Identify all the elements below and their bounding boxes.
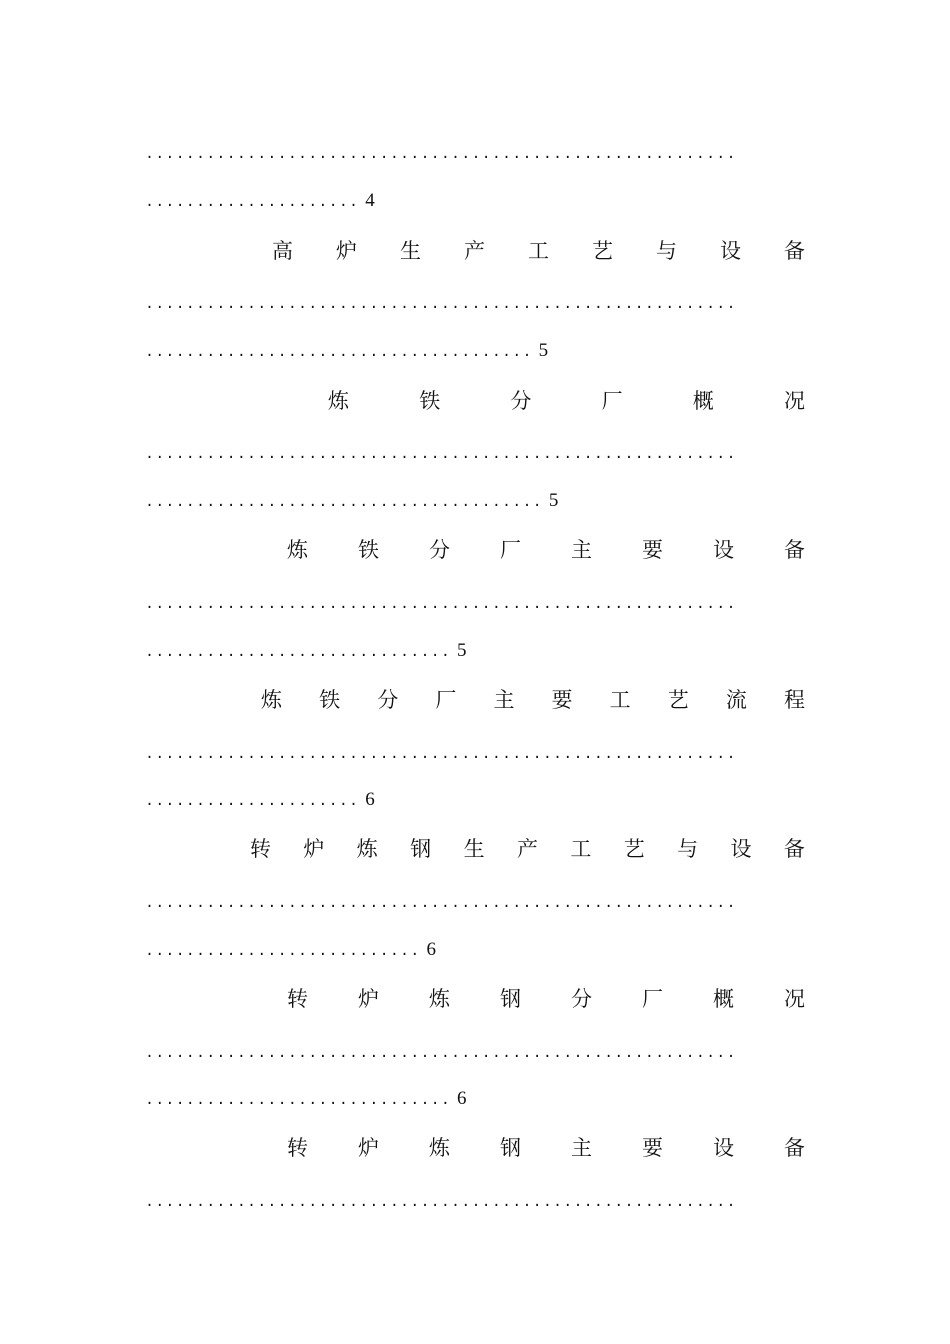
toc-title-char: 备 xyxy=(784,239,805,263)
toc-title-char: 与 xyxy=(677,837,699,861)
toc-title-char: 艺 xyxy=(592,239,613,263)
toc-dot-leader-end: ...................................... 5 xyxy=(145,340,549,361)
toc-page-number: 6 xyxy=(365,789,375,810)
toc-title-char: 炼 xyxy=(261,688,282,712)
toc-title-char: 转 xyxy=(287,987,308,1011)
toc-title-char: 产 xyxy=(464,239,485,263)
toc-entry-title[interactable] xyxy=(287,984,805,1014)
toc-page-number: 5 xyxy=(538,340,549,361)
toc-dot-leader-end: ....................................... 5 xyxy=(145,490,559,511)
toc-entry-title[interactable] xyxy=(261,685,805,715)
toc-dot-leader: .......................................................... xyxy=(145,895,737,912)
toc-title-char: 分 xyxy=(429,538,450,562)
toc-title-char: 炼 xyxy=(429,1136,450,1160)
toc-title-char: 主 xyxy=(493,688,515,712)
toc-title-char: 设 xyxy=(730,837,752,861)
toc-title-char: 炉 xyxy=(303,837,325,861)
toc-entry-title[interactable] xyxy=(287,535,805,565)
toc-title-char: 产 xyxy=(516,837,538,861)
toc-page-number: 5 xyxy=(457,640,467,661)
toc-title-char: 铁 xyxy=(319,688,341,712)
toc-title-char: 高 xyxy=(272,239,293,263)
toc-title-char: 与 xyxy=(656,239,677,263)
toc-dot-leader: .......................................................... xyxy=(145,596,737,613)
toc-title-char: 钢 xyxy=(500,1136,521,1160)
toc-title-char: 分 xyxy=(510,389,532,413)
toc-title-char: 生 xyxy=(463,837,485,861)
toc-entry-title[interactable] xyxy=(250,834,805,864)
toc-title-char: 设 xyxy=(713,538,734,562)
toc-title-char: 钢 xyxy=(500,987,521,1011)
toc-page-number: 5 xyxy=(548,490,559,511)
toc-dot-leader-end: ........................... 6 xyxy=(145,939,436,960)
toc-title-char: 钢 xyxy=(410,837,432,861)
toc-dot-leader: .......................................................... xyxy=(145,1194,737,1211)
toc-dot-leader: .......................................................... xyxy=(145,746,737,763)
toc-title-char: 炼 xyxy=(429,987,450,1011)
toc-title-char: 炼 xyxy=(356,837,378,861)
toc-title-char: 分 xyxy=(571,987,592,1011)
toc-title-char: 程 xyxy=(783,688,805,712)
toc-title-char: 炉 xyxy=(358,987,379,1011)
toc-title-char: 厂 xyxy=(642,987,663,1011)
toc-dot-leader: .......................................................... xyxy=(145,296,737,313)
toc-title-char: 设 xyxy=(720,239,741,263)
toc-title-char: 分 xyxy=(377,688,399,712)
toc-title-char: 炼 xyxy=(328,389,349,413)
toc-title-char: 主 xyxy=(571,1136,592,1160)
toc-title-char: 炉 xyxy=(358,1136,379,1160)
toc-title-char: 工 xyxy=(570,837,592,861)
toc-dot-leader-end: .............................. 6 xyxy=(145,1088,467,1109)
toc-title-char: 主 xyxy=(571,538,592,562)
toc-entry-title[interactable] xyxy=(287,1133,805,1163)
toc-title-char: 生 xyxy=(400,239,421,263)
toc-title-char: 炼 xyxy=(287,538,308,562)
toc-page-number: 6 xyxy=(426,939,436,960)
toc-title-char: 要 xyxy=(551,688,573,712)
toc-entry-title[interactable] xyxy=(328,386,805,416)
toc-title-char: 工 xyxy=(528,239,549,263)
toc-title-char: 厂 xyxy=(435,688,457,712)
toc-title-char: 况 xyxy=(784,987,805,1011)
toc-title-char: 铁 xyxy=(358,538,379,562)
toc-title-char: 流 xyxy=(725,688,747,712)
toc-title-char: 备 xyxy=(784,538,805,562)
toc-title-char: 备 xyxy=(784,1136,805,1160)
toc-title-char: 设 xyxy=(713,1136,734,1160)
toc-title-char: 艺 xyxy=(623,837,645,861)
toc-title-char: 工 xyxy=(609,688,631,712)
toc-title-char: 转 xyxy=(287,1136,308,1160)
toc-title-char: 厂 xyxy=(500,538,521,562)
toc-page-number: 4 xyxy=(365,190,375,211)
toc-dot-leader: .......................................................... xyxy=(145,446,737,463)
toc-title-char: 厂 xyxy=(601,389,623,413)
toc-title-char: 概 xyxy=(713,987,734,1011)
toc-title-char: 转 xyxy=(250,837,271,861)
toc-title-char: 炉 xyxy=(336,239,357,263)
toc-dot-leader: .......................................................... xyxy=(145,146,737,163)
toc-title-char: 要 xyxy=(642,538,663,562)
toc-title-char: 艺 xyxy=(667,688,689,712)
toc-title-char: 备 xyxy=(783,837,805,861)
toc-dot-leader-end: .............................. 5 xyxy=(145,640,467,661)
toc-title-char: 概 xyxy=(692,389,714,413)
toc-title-char: 铁 xyxy=(419,389,441,413)
toc-title-char: 况 xyxy=(783,389,805,413)
toc-dot-leader: .......................................................... xyxy=(145,1045,737,1062)
toc-dot-leader-end: ..................... 4 xyxy=(145,190,375,211)
toc-entry-title[interactable] xyxy=(272,236,805,266)
toc-title-char: 要 xyxy=(642,1136,663,1160)
toc-page-number: 6 xyxy=(457,1088,467,1109)
toc-dot-leader-end: ..................... 6 xyxy=(145,789,375,810)
